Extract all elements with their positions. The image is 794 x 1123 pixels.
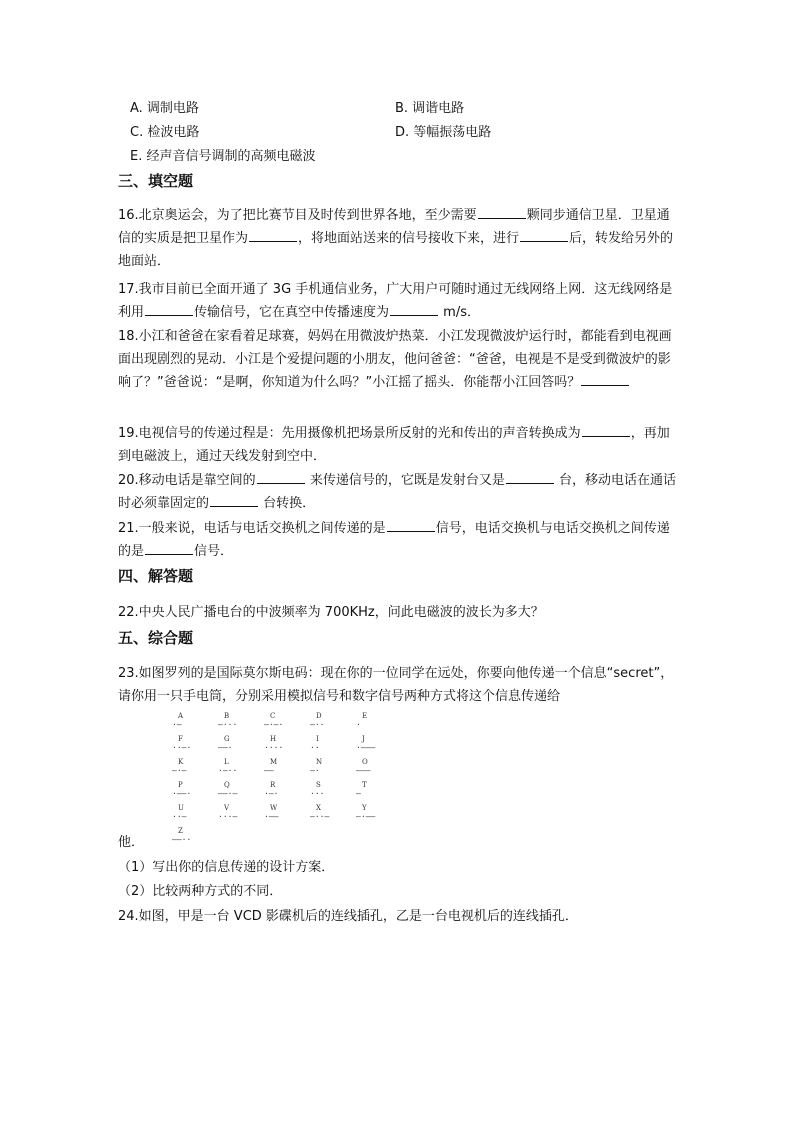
question-19 <box>118 422 678 468</box>
question-20 <box>118 469 678 515</box>
question-17 <box>118 278 678 324</box>
morse-code-n: —· <box>310 766 320 775</box>
morse-letter-i: I <box>316 735 319 743</box>
option-e: E. 经声音信号调制的高频电磁波 <box>130 149 316 164</box>
morse-code-q: ——·— <box>218 789 238 798</box>
question-text: 信号． <box>194 544 234 559</box>
question-text: 20.移动电话是靠空间的 <box>118 473 256 488</box>
question-text: 后，转发给另外的地面站． <box>118 231 674 269</box>
option-c: C. 检波电路 <box>130 125 200 140</box>
morse-letter-d: D <box>316 712 322 720</box>
answer-blank[interactable] <box>257 471 305 484</box>
question-24 <box>118 905 678 928</box>
section-heading-answer: 四、解答题 <box>118 567 194 585</box>
question-21 <box>118 517 678 563</box>
morse-code-z: ——·· <box>172 835 192 844</box>
question-text: ，再加到电磁波上，通过天线发射到空中． <box>118 426 670 464</box>
morse-code-d: —·· <box>310 720 325 729</box>
answer-blank[interactable] <box>582 424 630 437</box>
answer-blank[interactable] <box>390 303 438 316</box>
question-text: m/s． <box>439 305 480 320</box>
morse-letter-j: J <box>362 735 365 743</box>
answer-blank[interactable] <box>145 303 193 316</box>
morse-letter-u: U <box>178 804 184 812</box>
morse-letter-y: Y <box>362 804 367 812</box>
morse-letter-m: M <box>270 758 278 766</box>
question-text: 17.我市目前已全面开通了 3G 手机通信业务，广大用户可随时通过无线网络上网．这无线网络是利用 <box>118 282 673 320</box>
question-text: 台转换． <box>259 496 316 511</box>
question-23-sub2: （2）比较两种方式的不同． <box>118 884 283 899</box>
morse-code-a: ·— <box>172 720 182 729</box>
morse-letter-a: A <box>178 712 184 720</box>
morse-letter-b: B <box>224 712 230 720</box>
question-18 <box>118 325 678 394</box>
question-text: 来传递信号的，它既是发射台又是 <box>305 473 505 488</box>
question-text: 信号，电话交换机与电话交换机之间传递的是 <box>118 521 670 559</box>
question-text: 台，移动电话在通话时必须靠固定的 <box>118 473 676 511</box>
morse-code-i: ·· <box>310 743 320 752</box>
answer-blank[interactable] <box>520 229 568 242</box>
morse-letter-f: F <box>178 735 183 743</box>
morse-letter-t: T <box>362 781 367 789</box>
question-text: 传输信号，它在真空中传播速度为 <box>194 305 390 320</box>
question-16 <box>118 204 678 273</box>
morse-code-h: ···· <box>264 743 284 752</box>
answer-blank[interactable] <box>506 471 554 484</box>
morse-letter-g: G <box>224 735 230 743</box>
morse-code-y: —·—— <box>356 812 376 821</box>
question-23-tail: 他． <box>118 835 145 850</box>
morse-code-b: —··· <box>218 720 238 729</box>
morse-letter-x: X <box>316 804 321 812</box>
morse-letter-w: W <box>270 804 278 812</box>
option-a: A. 调制电路 <box>130 101 199 116</box>
answer-blank[interactable] <box>478 206 526 219</box>
answer-blank[interactable] <box>581 373 629 386</box>
answer-blank[interactable] <box>387 519 435 532</box>
question-text: 19.电视信号的传递过程是：先用摄像机把场景所反射的光和传出的声音转换成为 <box>118 426 581 441</box>
morse-code-l: ·—·· <box>218 766 238 775</box>
answer-blank[interactable] <box>145 542 193 555</box>
morse-letter-p: P <box>178 781 183 789</box>
morse-code-p: ·——· <box>172 789 192 798</box>
morse-letter-r: R <box>270 781 276 789</box>
question-text: 18.小江和爸爸在家看着足球赛，妈妈在用微波炉热菜．小江发现微波炉运行时，都能看到电视画面出现剧烈的晃动．小江是个爱提问题的小朋友，他问爸爸：“爸爸，电视是不是受到微波炉的影响了？”爸爸说：“是啊，你知道为什么吗？”小江摇了摇头．你能帮小江回答吗？ <box>118 329 672 390</box>
morse-letter-s: S <box>316 781 321 789</box>
question-text: 23.如图罗列的是国际莫尔斯电码：现在你的一位同学在远处，你要向他传递一个信息“secret”，请你用一只手电筒，分别采用模拟信号和数字信号两种方式将这个信息传递给 <box>118 666 674 704</box>
morse-code-u: ··— <box>172 812 187 821</box>
section-heading-comprehensive: 五、综合题 <box>118 629 194 647</box>
question-text: 颗同步通信卫星．卫星通信的实质是把卫星作为 <box>118 208 670 246</box>
question-text: ，将地面站送来的信号接收下来，进行 <box>298 231 520 246</box>
question-text: 22.中央人民广播电台的中波频率为 700KHz，问此电磁波的波长为多大？ <box>118 605 544 620</box>
morse-letter-e: E <box>362 712 368 720</box>
morse-code-s: ··· <box>310 789 325 798</box>
morse-letter-h: H <box>270 735 277 743</box>
answer-blank[interactable] <box>210 494 258 507</box>
question-22 <box>118 601 678 624</box>
question-text: 24.如图，甲是一台 VCD 影碟机后的连线插孔，乙是一台电视机后的连线插孔． <box>118 909 578 924</box>
morse-code-m: —— <box>264 766 274 775</box>
option-d: D. 等幅振荡电路 <box>395 125 492 140</box>
morse-code-e: · <box>356 720 361 729</box>
morse-code-x: —··— <box>310 812 330 821</box>
morse-letter-l: L <box>224 758 229 766</box>
morse-letter-q: Q <box>224 781 230 789</box>
morse-code-w: ·—— <box>264 812 279 821</box>
morse-letter-k: K <box>178 758 184 766</box>
morse-letter-n: N <box>316 758 323 766</box>
option-b: B. 调谐电路 <box>395 101 465 116</box>
question-23-sub1: （1）写出你的信息传递的设计方案． <box>118 860 335 875</box>
morse-code-c: —·—· <box>264 720 284 729</box>
morse-code-k: —·— <box>172 766 187 775</box>
answer-blank[interactable] <box>249 229 297 242</box>
morse-letter-z: Z <box>178 827 183 835</box>
morse-code-t: — <box>356 789 361 798</box>
morse-letter-c: C <box>270 712 276 720</box>
morse-code-v: ···— <box>218 812 238 821</box>
morse-letter-o: O <box>362 758 368 766</box>
question-text: 21.一般来说，电话与电话交换机之间传递的是 <box>118 521 386 536</box>
morse-code-o: ——— <box>356 766 371 775</box>
question-text: 16.北京奥运会，为了把比赛节目及时传到世界各地，至少需要 <box>118 208 477 223</box>
morse-code-f: ··—· <box>172 743 192 752</box>
morse-code-r: ·—· <box>264 789 279 798</box>
morse-code-g: ——· <box>218 743 233 752</box>
morse-code-j: ·——— <box>356 743 376 752</box>
question-23 <box>118 662 678 708</box>
morse-code-table <box>160 712 390 848</box>
morse-letter-v: V <box>224 804 230 812</box>
section-heading-fill: 三、填空题 <box>118 172 194 190</box>
